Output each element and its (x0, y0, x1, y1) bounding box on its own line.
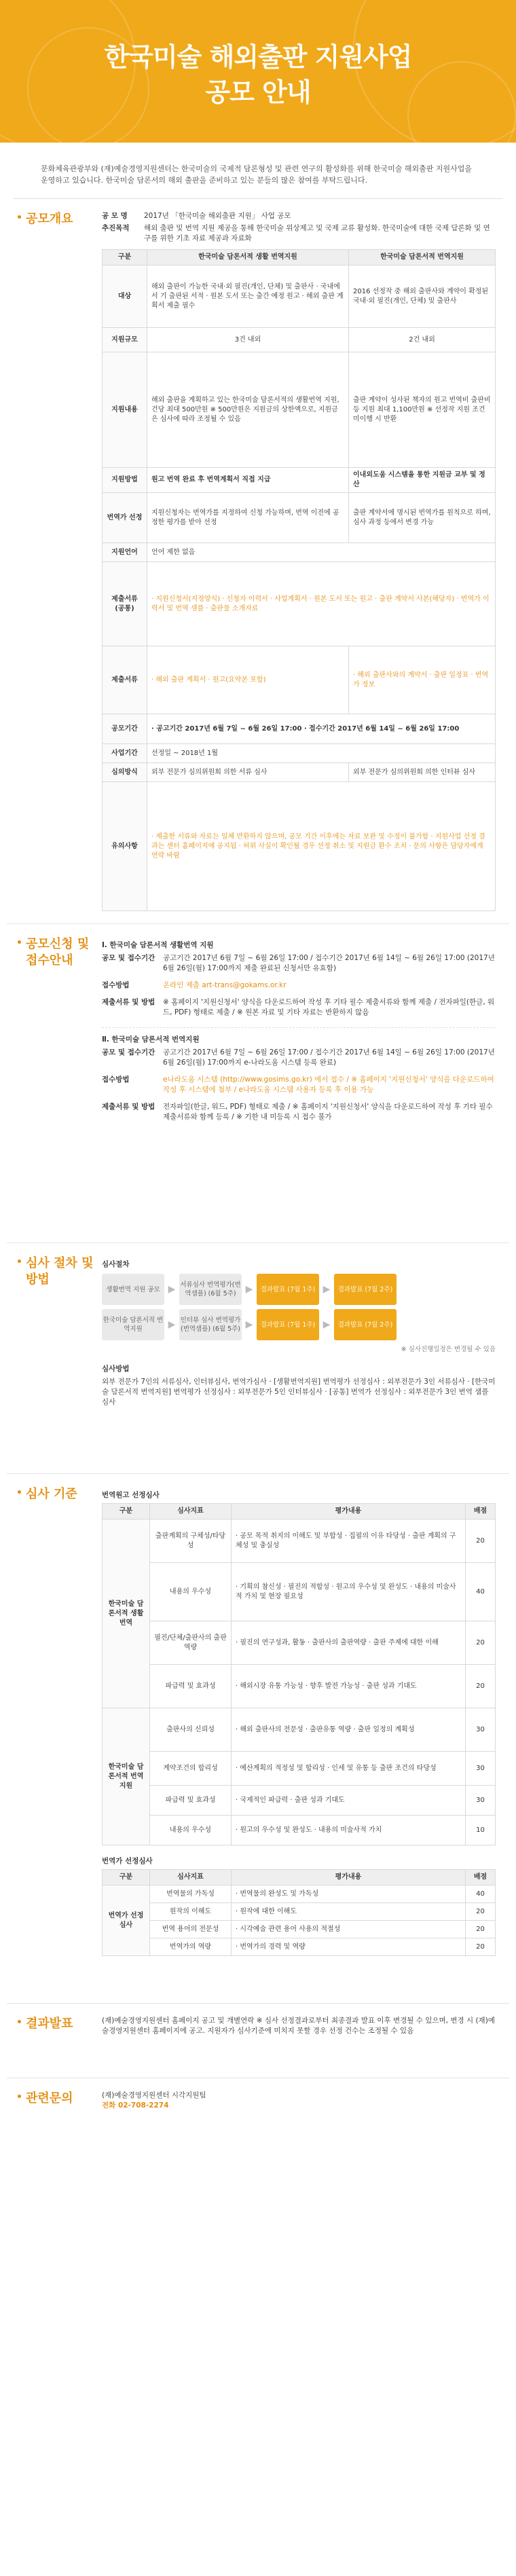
section-title: 공모신청 및 접수안내 (20, 936, 102, 1230)
flow-step: 생활번역 지원 공모 (102, 1274, 164, 1305)
table-row (103, 782, 496, 911)
row-key: 제출서류 및 방법 (102, 998, 155, 1006)
table-cell: 해외 출판이 가능한 국내·외 필진(개인, 단체) 및 출판사 · 국내에서 기 출판된 서적 · 원본 도서 또는 출간 예정 원고 · 해외 출판 계획서 제출 필수 (147, 265, 349, 328)
table-cell: 언어 제한 없음 (147, 543, 496, 562)
flow-step: 결과발표 (7월 2주) (334, 1309, 397, 1340)
section-results (7, 2004, 509, 2078)
table-row (103, 1885, 496, 1903)
apply-row (102, 1048, 496, 1068)
table-cell: · 필진의 연구성과, 활동 · 출판사의 출판역량 · 출판 주제에 대한 이해 (232, 1621, 466, 1665)
flow-step: 한국미술 담론서적 번역지원 (102, 1309, 164, 1340)
table-row (103, 1665, 496, 1708)
process-body (102, 1255, 496, 1461)
table-cell: 출판계획의 구체성/타당성 (150, 1520, 232, 1563)
table-row (103, 1921, 496, 1938)
flow-arrow-icon: ▶ (245, 1319, 253, 1330)
flow-arrow-icon: ▶ (322, 1283, 331, 1295)
flow-arrow-icon: ▶ (168, 1319, 176, 1330)
table-cell: 필진/단체/출판사의 출판역량 (150, 1621, 232, 1665)
apply-group-title: Ⅰ. 한국미술 담론서적 생활번역 지원 (102, 941, 214, 949)
table-row (103, 1621, 496, 1665)
table-cell: 원작의 이해도 (150, 1903, 232, 1921)
contact-body (102, 2091, 496, 2127)
row-value: 2017년 「한국미술 해외출판 지원」 사업 공모 (144, 212, 291, 220)
apply-row (102, 953, 496, 974)
section-criteria (7, 1474, 509, 2004)
page-header (0, 0, 516, 143)
table-cell: · 원작에 대한 이해도 (232, 1903, 466, 1921)
section-overview (7, 199, 509, 924)
row-key: 접수방법 (102, 981, 130, 989)
table-cell-score: 20 (466, 1938, 496, 1956)
table-header: 평가내용 (232, 1504, 466, 1520)
row-value: e나라도움 시스템 (http://www.gosims.go.kr) 에서 접수 / ※ 홈페이지 '지원신청서' 양식을 다운로드하여 작성 후 시스템에 첨부 / e나라도움 시스템 사용자 등록 후 이용 가능 (163, 1075, 494, 1094)
table-row (103, 493, 496, 543)
table-cell: 원고 번역 완료 후 번역계획서 직접 지급 (147, 468, 349, 493)
table-cell-label: 번역가 선정 (103, 493, 147, 543)
table-cell-score: 10 (466, 1816, 496, 1845)
table-cell: · 원고의 우수성 및 완성도 · 내용의 미술사적 가치 (232, 1816, 466, 1845)
contact-phone: 전화 02-708-2274 (102, 2101, 169, 2110)
section-title: 심사 절차 및 방법 (20, 1255, 102, 1461)
table-cell-score: 30 (466, 1786, 496, 1816)
table-cell: 해외 출판을 계획하고 있는 한국미술 담론서적의 생활번역 지원, 건당 최대 500만원 ※ 500만원은 지원금의 상한액으로, 지원금은 심사에 따라 조정될 수 있음 (147, 352, 349, 468)
table-cell: 지원신청자는 번역가를 지정하여 신청 가능하며, 번역 이전에 공정한 평가를 받아 선정 (147, 493, 349, 543)
table-cell-label: 유의사항 (103, 782, 147, 911)
table-cell-label: 한국미술 담론서적 생활번역 (103, 1520, 150, 1708)
row-key: 추진목적 (102, 224, 130, 232)
table-cell-score: 20 (466, 1921, 496, 1938)
results-body (102, 2016, 496, 2065)
table-cell-score: 40 (466, 1563, 496, 1621)
table-cell: 파급력 및 효과성 (150, 1665, 232, 1708)
table-header: 심사지표 (150, 1870, 232, 1885)
row-key: 접수방법 (102, 1075, 130, 1084)
table-cell: · 번역물의 완성도 및 가독성 (232, 1885, 466, 1903)
flow-step: 인터뷰 심사 번역평가(번역샘플) (6월 5주) (179, 1309, 242, 1340)
table-row (103, 1786, 496, 1816)
section-title: 결과발표 (20, 2016, 102, 2065)
table-row (103, 328, 496, 352)
flow-step: 결과발표 (7월 1주) (257, 1274, 319, 1305)
intro-text: 문화체육관광부와 (재)예술경영지원센터는 한국미술의 국제적 담론형성 및 관련 연구의 활성화를 위해 한국미술 해외출판 지원사업을 운영하고 있습니다. 한국미술 담론서의 해외 출판을 준비하고 있는 분들의 많은 참여를 부탁드립니다. (14, 143, 502, 199)
table-cell-label: 지원언어 (103, 543, 147, 562)
overview-table (102, 249, 496, 911)
table-cell-label: 제출서류 (103, 646, 147, 714)
row-key: 공모 및 접수기간 (102, 954, 155, 962)
section-title: 공모개요 (20, 211, 102, 911)
table-cell: 번역 용어의 전문성 (150, 1921, 232, 1938)
overview-row (102, 211, 496, 221)
table-cell: 출판 계약이 성사된 책자의 원고 번역비 출판비 등 지원 최대 1,100만원 ※ 선정작 지원 조건 미이행 시 반환 (349, 352, 496, 468)
apply-group-title: Ⅱ. 한국미술 담론서적 번역지원 (102, 1027, 496, 1045)
table-cell: · 해외시장 유통 가능성 · 향후 발전 가능성 · 출판 성과 기대도 (232, 1665, 466, 1708)
overview-row (102, 223, 496, 244)
apply-row (102, 997, 496, 1018)
table-row (103, 1563, 496, 1621)
table-cell-score: 30 (466, 1708, 496, 1752)
table-row (103, 1938, 496, 1956)
table-cell: 출판사의 신뢰성 (150, 1708, 232, 1752)
section-title: 관련문의 (20, 2091, 102, 2127)
table-cell: · 번역가의 경력 및 역량 (232, 1938, 466, 1956)
process-subtitle: 심사방법 (102, 1365, 130, 1373)
criteria-body (102, 1486, 496, 1991)
table-cell-label: 지원내용 (103, 352, 147, 468)
table-cell: 이내외도움 시스템을 통한 지원금 교부 및 정산 (349, 468, 496, 493)
table-cell: 3건 내외 (147, 328, 349, 352)
flow-row (102, 1309, 496, 1340)
table-cell-label: 제출서류 (공통) (103, 562, 147, 646)
table-cell-label: 공모기간 (103, 714, 147, 744)
table-cell: 선정일 ~ 2018년 1월 (147, 744, 496, 763)
table-row (103, 468, 496, 493)
row-key: 제출서류 및 방법 (102, 1103, 155, 1111)
row-value: 온라인 제출 art-trans@gokams.or.kr (163, 981, 287, 989)
flow-arrow-icon: ▶ (168, 1283, 176, 1295)
table-cell: 번역물의 가독성 (150, 1885, 232, 1903)
row-key: 공모 및 접수기간 (102, 1048, 155, 1056)
flow-step: 서류심사 번역평가(번역샘플) (6월 5주) (179, 1274, 242, 1305)
table-cell-score: 20 (466, 1520, 496, 1563)
table-header: 심사지표 (150, 1504, 232, 1520)
table-cell: 내용의 우수성 (150, 1816, 232, 1845)
table-cell: · 제출한 서류와 자료는 일체 반환하지 않으며, 공모 기간 이후에는 자료 보완 및 수정이 불가함 · 지원사업 선정 결과는 센터 홈페이지에 공지됨 · 허위 사실이 확인될 경우 선정 취소 및 지원금 환수 조치 · 문의 사항은 담당자에게 연락 바람 (147, 782, 496, 911)
table-header: 배점 (466, 1504, 496, 1520)
table-header-row (103, 1870, 496, 1885)
table-cell-score: 20 (466, 1665, 496, 1708)
table-row (103, 763, 496, 782)
row-value: 전자파일(한글, 워드, PDF) 형태로 제출 / ※ 홈페이지 '지원신청서' 양식을 다운로드하여 작성 후 기타 필수 제출서류와 함께 등록 / ※ 기한 내 미등록 시 접수 불가 (163, 1103, 493, 1121)
table-cell-label: 대상 (103, 265, 147, 328)
table-cell: · 해외 출판사와의 계약서 · 출판 일정표 · 번역가 정보 (349, 646, 496, 714)
table-header: 구분 (103, 1870, 150, 1885)
section-apply (7, 924, 509, 1243)
results-text: (재)예술경영지원센터 홈페이지 공고 및 개별연락 ※ 심사 선정결과로부터 최종결과 발표 이후 변경될 수 있으며, 변경 시 (재)예술경영지원센터 홈페이지에 공고. 지원자가 심사기준에 미치지 못할 경우 선정 건수는 조정될 수 있음 (102, 2017, 495, 2035)
table-row (103, 1816, 496, 1845)
table-cell-label: 번역가 선정심사 (103, 1885, 150, 1956)
table-row (103, 562, 496, 646)
flow-row (102, 1274, 496, 1305)
table-cell: · 해외 출판사의 전문성 · 출판유통 역량 · 출판 일정의 계획성 (232, 1708, 466, 1752)
table-header: 구분 (103, 250, 147, 265)
table-cell: · 예산계획의 적정성 및 합리성 · 인세 및 유통 등 출판 조건의 타당성 (232, 1752, 466, 1786)
table-cell-score: 40 (466, 1885, 496, 1903)
apply-body (102, 936, 496, 1230)
page-title (0, 0, 516, 110)
table-cell: · 공고기간 2017년 6월 7일 ~ 6월 26일 17:00 · 접수기간 2017년 6월 14일 ~ 6월 26일 17:00 (147, 714, 496, 744)
table-cell: · 기획의 참신성 · 필진의 적합성 · 원고의 우수성 및 완성도 · 내용의 미술사적 가치 및 현장 필요성 (232, 1563, 466, 1621)
page-title-line1: 한국미술 해외출판 지원사업 (104, 42, 412, 72)
table-cell: · 국제적인 파급력 · 출판 성과 기대도 (232, 1786, 466, 1816)
table-cell: 내용의 우수성 (150, 1563, 232, 1621)
table-header: 구분 (103, 1504, 150, 1520)
row-value: 공고기간 2017년 6월 7일 ~ 6월 26일 17:00 / 접수기간 2017년 6월 14일 ~ 6월 26일 17:00 (2017년 6월 26일(월) 17:00까지 e-나라도움 시스템 등록 완료) (163, 1048, 495, 1067)
table-row (103, 265, 496, 328)
flow-arrow-icon: ▶ (322, 1319, 331, 1330)
table-header-row (103, 1504, 496, 1520)
table-cell: 파급력 및 효과성 (150, 1786, 232, 1816)
row-value: 해외 출판 및 번역 지원 제공을 통해 한국미술 위상제고 및 국제 교류 활성화. 한국미술에 대한 국제 담론화 및 연구를 위한 기초 자료 제공과 자료화 (144, 224, 490, 242)
table-cell-score: 20 (466, 1903, 496, 1921)
table-row (103, 714, 496, 744)
table-row (103, 744, 496, 763)
table-row (103, 1903, 496, 1921)
table-row (103, 1708, 496, 1752)
table-cell: 계약조건의 합리성 (150, 1752, 232, 1786)
table-cell-label: 지원방법 (103, 468, 147, 493)
contact-org: (재)예술경영지원센터 시각지원팀 (102, 2091, 206, 2099)
table-header: 한국미술 담론서적 번역지원 (349, 250, 496, 265)
table-cell: · 시각예술 관련 용어 사용의 적절성 (232, 1921, 466, 1938)
section-title: 심사 기준 (20, 1486, 102, 1991)
table-cell-label: 심의방식 (103, 763, 147, 782)
page-title-line2: 공모 안내 (205, 77, 311, 107)
row-value: ※ 홈페이지 '지원신청서' 양식을 다운로드하여 작성 후 기타 필수 제출서류와 함께 제출 / 전자파일(한글, 워드, PDF) 형태로 제출 / ※ 원본 자료 및 기타 자료는 반환하지 않음 (163, 998, 495, 1016)
section-contact (7, 2078, 509, 2139)
process-method-text: 외부 전문가 7인의 서류심사, 인터뷰심사, 번역가심사 · [생활번역지원] 번역평가 선정심사 : 외부전문가 3인 서류심사 · [한국미술 담론서적 번역지원] 번역평가 선정심사 : 외부전문가 5인 인터뷰심사 · [공통] 번역가 선정심사 : 외부전문가 3인 번역 샘플 심사 (102, 1378, 496, 1406)
flow-note: ※ 심사진행일정은 변경될 수 있음 (401, 1346, 496, 1353)
table-cell: · 해외 출판 계획서 · 원고(요약본 포함) (147, 646, 349, 714)
table-row (103, 1520, 496, 1563)
flow-step: 결과발표 (7월 2주) (334, 1274, 397, 1305)
row-value: 공고기간 2017년 6월 7일 ~ 6월 26일 17:00 / 접수기간 2017년 6월 14일 ~ 6월 26일 17:00 (2017년 6월 26일(월) 17:00까지 제출 완료된 신청서만 유효함) (163, 954, 495, 972)
process-subtitle: 심사절차 (102, 1260, 130, 1268)
table-header: 한국미술 담론서적 생활 번역지원 (147, 250, 349, 265)
criteria-table (102, 1503, 496, 1845)
table-cell-label: 사업기간 (103, 744, 147, 763)
table-row (103, 646, 496, 714)
section-process (7, 1243, 509, 1474)
flow-step: 결과발표 (7월 1주) (257, 1309, 319, 1340)
table-cell-score: 20 (466, 1621, 496, 1665)
table-row (103, 543, 496, 562)
apply-row (102, 1075, 496, 1095)
table-cell-label: 한국미술 담론서적 번역지원 (103, 1708, 150, 1845)
table-cell-label: 지원규모 (103, 328, 147, 352)
table-header: 평가내용 (232, 1870, 466, 1885)
overview-body (102, 211, 496, 911)
criteria-subtitle: 번역원고 선정심사 (102, 1491, 160, 1499)
table-row (103, 1752, 496, 1786)
apply-row (102, 980, 496, 991)
table-cell: 외부 전문가 심의위원회 의한 서류 심사 (147, 763, 349, 782)
apply-row (102, 1102, 496, 1122)
table-header-row (103, 250, 496, 265)
row-key: 공 모 명 (102, 212, 128, 220)
table-cell: 2건 내외 (349, 328, 496, 352)
table-cell: · 지원신청서(지정양식) · 신청자 이력서 · 사업계획서 · 원본 도서 또는 원고 · 출판 계약서 사본(해당자) · 번역가 이력서 및 번역 샘플 · 출판물 소개자료 (147, 562, 496, 646)
flow-arrow-icon: ▶ (245, 1283, 253, 1295)
table-row (103, 352, 496, 468)
table-cell-score: 30 (466, 1752, 496, 1786)
table-cell: 외부 전문가 심의위원회 의한 인터뷰 심사 (349, 763, 496, 782)
table-cell: · 공모 목적 취지의 이해도 및 부합성 · 집필의 이유 타당성 · 출판 계획의 구체성 및 충실성 (232, 1520, 466, 1563)
translator-table (102, 1869, 496, 1956)
table-cell: 번역가의 역량 (150, 1938, 232, 1956)
table-header: 배점 (466, 1870, 496, 1885)
table-cell: 2016 선정작 중 해외 출판사와 계약이 확정된 국내·외 필진(개인, 단체) 및 출판사 (349, 265, 496, 328)
table-cell: 출판 계약서에 명시된 번역가를 원칙으로 하며, 심사 과정 등에서 변경 가능 (349, 493, 496, 543)
criteria-subtitle: 번역가 선정심사 (102, 1857, 153, 1865)
